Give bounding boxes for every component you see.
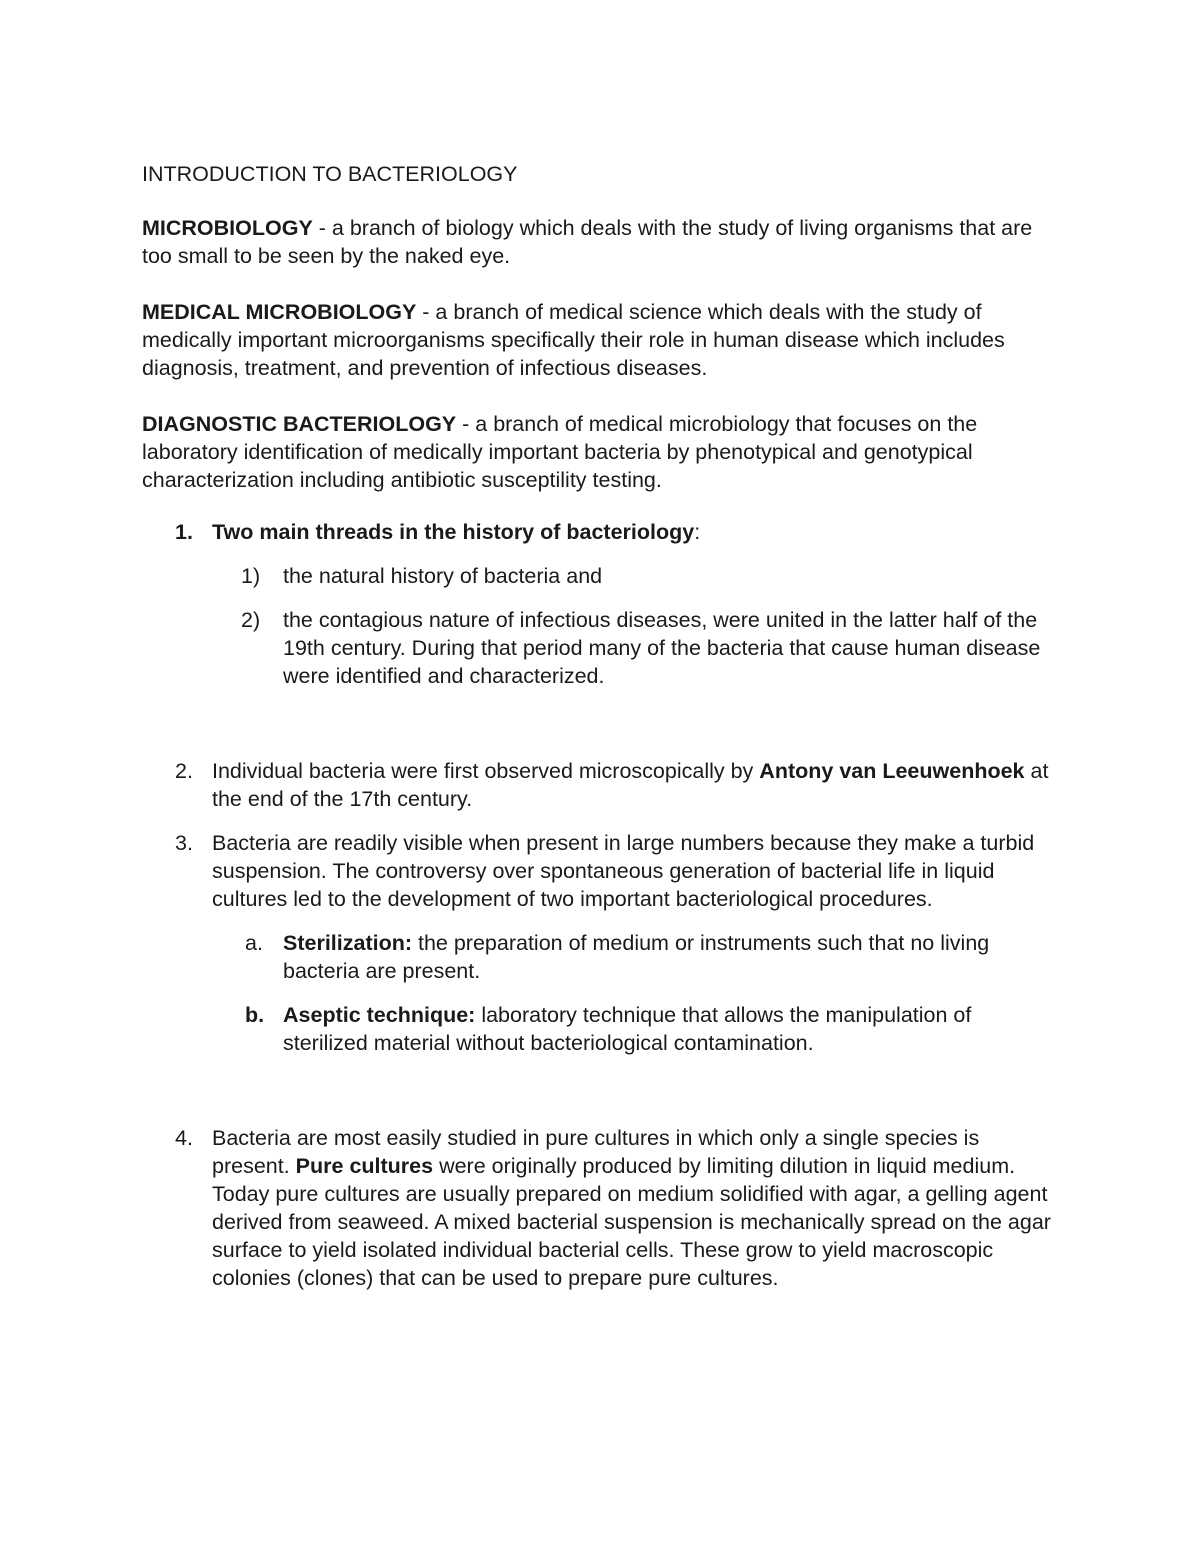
document-body [142,160,1062,1292]
definition-term: MICROBIOLOGY [142,216,313,240]
definition-text: - a branch of biology which deals with the study of living organisms that are too small to be seen by the naked eye. [142,216,1033,268]
sub-list-item-1 [142,562,1062,590]
list-text: Bacteria are readily visible when present in large numbers because they make a turbid suspension. The controversy over spontaneous generation of bacterial life in liquid cultures led to the development of two important bacteriological procedures. [212,831,1035,911]
sub-list-number: 2) [241,608,261,632]
list-text-bold: Pure cultures [295,1154,434,1178]
sub-list-item-b [142,1001,1062,1057]
sub-list-term: Aseptic technique: [283,1003,476,1027]
list-heading: Two main threads in the history of bacteriology [212,520,695,544]
definition-microbiology [142,214,1062,270]
sub-list-text: laboratory technique that allows the manipulation of sterilized material without bacteriological contamination. [283,1003,972,1055]
list-number: 3. [175,831,193,855]
definition-text: - a branch of medical science which deals with the study of medically important microorganisms specifically their role in human disease which includes diagnosis, treatment, and prevention of infectious diseases. [142,300,1005,380]
sub-list-term: Sterilization: [283,931,413,955]
list-item-1 [142,518,1062,546]
list-text-bold: Antony van Leeuwenhoek [759,759,1025,783]
list-item-4 [142,1124,1062,1292]
sub-list-item-a [142,929,1062,985]
sub-list-text: the contagious nature of infectious diseases, were united in the latter half of the 19th century. During that period many of the bacteria that cause human disease were identified and characterized. [283,608,1041,688]
heading-colon: : [694,520,701,544]
list-item-3 [142,829,1062,913]
sub-list-text: the preparation of medium or instruments such that no living bacteria are present. [283,931,990,983]
list-text-before: Individual bacteria were first observed microscopically by [212,759,760,783]
definition-text: - a branch of medical microbiology that focuses on the laboratory identification of medically important bacteria by phenotypical and genotypical characterization including antibiotic susceptility testing. [142,412,978,492]
list-text-before: Bacteria are most easily studied in pure cultures in which only a single species is present. [212,1126,980,1178]
list-text-after: at the end of the 17th century. [212,759,1049,811]
document-title: INTRODUCTION TO BACTERIOLOGY [142,162,518,186]
list-number: 2. [175,759,193,783]
list-number: 4. [175,1126,193,1150]
list-item-2 [142,757,1062,813]
list-text-after: were originally produced by limiting dilution in liquid medium. Today pure cultures are usually prepared on medium solidified with agar, a gelling agent derived from seaweed. A mixed bacterial suspension is mechanically spread on the agar surface to yield isolated individual bacterial cells. These grow to yield macroscopic colonies (clones) that can be used to prepare pure cultures. [212,1154,1051,1290]
sub-list-number: 1) [241,564,261,588]
sub-list-item-2 [142,606,1062,690]
definition-term: MEDICAL MICROBIOLOGY [142,300,417,324]
definition-medical-microbiology [142,298,1062,382]
definition-diagnostic-bacteriology [142,410,1062,494]
sub-list-text: the natural history of bacteria and [283,564,603,588]
sub-list-letter: b. [245,1003,265,1027]
definition-term: DIAGNOSTIC BACTERIOLOGY [142,412,457,436]
sub-list-letter: a. [245,931,263,955]
list-number: 1. [175,520,193,544]
